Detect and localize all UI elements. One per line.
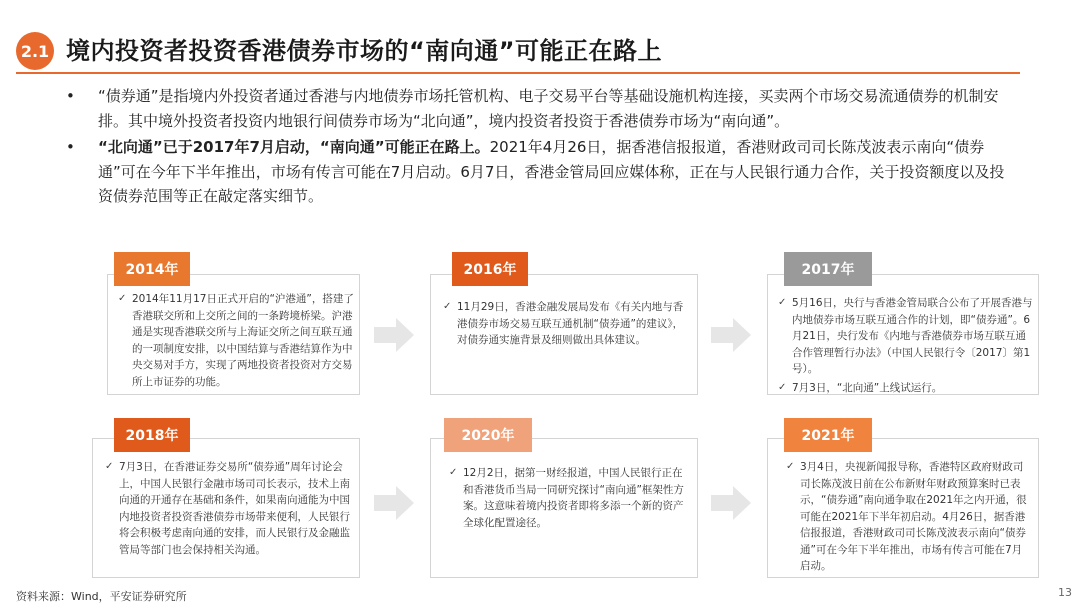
timeline-item — [443, 299, 693, 349]
timeline-item — [118, 291, 354, 390]
bullet-marker: • — [66, 87, 75, 105]
year-tag-2017: 2017年 — [784, 252, 872, 286]
section-number-badge: 2.1 — [16, 32, 54, 70]
item-text: 11月29日，香港金融发展局发布《有关内地与香港债券市场交易互联互通机制“债券通”的建议》，对债券通实施背景及细则做出具体建议。 — [457, 301, 684, 346]
bullet-marker: • — [66, 138, 75, 156]
year-tag-2021: 2021年 — [784, 418, 872, 452]
arrow-right-icon — [374, 318, 414, 352]
item-text: 7月3日，“北向通”上线试运行。 — [792, 381, 943, 394]
timeline-card-2016 — [430, 274, 698, 395]
arrow-right-icon — [711, 486, 751, 520]
check-icon: ✓ — [118, 293, 127, 304]
bullet-list — [66, 84, 1006, 211]
check-icon: ✓ — [778, 297, 787, 308]
title-divider — [16, 72, 1020, 74]
item-text: 12月2日，据第一财经报道，中国人民银行正在和香港货币当局一同研究探讨“南向通”框架性方案。这意味着境内投资者即将多添一个新的资产全球化配置途径。 — [463, 467, 684, 529]
bullet-text: “债券通”是指境内外投资者通过香港与内地债券市场托管机构、电子交易平台等基础设施机构连接，买卖两个市场交易流通债券的机制安排。其中境外投资者投资内地银行间债券市场为“北向通”，境内投资者投资于香港债券市场为“南向通”。 — [98, 87, 999, 130]
arrow-right-icon — [374, 486, 414, 520]
timeline-item — [778, 295, 1034, 378]
check-icon: ✓ — [786, 461, 795, 472]
page-title: 境内投资者投资香港债券市场的“南向通”可能正在路上 — [66, 37, 663, 65]
year-tag-2014: 2014年 — [114, 252, 190, 286]
check-icon: ✓ — [443, 301, 452, 312]
item-text: 3月4日，央视新闻报导称，香港特区政府财政司司长陈茂波日前在公布新财年财政预算案时已表示，“债券通”南向通争取在2021年之内开通，很可能在2021年下半年初启动。4月26日，据香港信报报道，香港财政司司长陈茂波表示南向“债券通”可在今年下半年推出，市场有传言可能在7月启动。 — [800, 461, 1027, 572]
year-tag-2020: 2020年 — [444, 418, 532, 452]
timeline-card-2021 — [767, 438, 1039, 578]
item-text: 7月3日，在香港证券交易所“债券通”周年讨论会上，中国人民银行金融市场司司长表示，技术上南向通的开通存在基础和条件，如果南向通能为中国内地投资者投资香港债券市场带来便利，人民银行将会积极考虑南向通的安排，而人民银行及金融监管局等部门也会保持相关沟通。 — [119, 461, 350, 556]
bullet-bold-lead: “北向通”已于2017年7月启动，“南向通”可能正在路上。 — [98, 138, 490, 156]
bullet-text: 2021年4月26日，据香港信报报道，香港财政司司长陈茂波表示南向“债券通”可在今年下半年推出，市场有传言可能在7月启动。6月7日，香港金管局回应媒体称，正在与人民银行通力合作，关于投资额度以及投资债券范围等正在敲定落实细节。 — [98, 138, 1005, 205]
timeline-item — [105, 459, 353, 558]
timeline-item — [786, 459, 1032, 575]
timeline-item — [778, 380, 1034, 397]
item-text: 2014年11月17日正式开启的“沪港通”，搭建了香港联交所和上交所之间的一条跨境桥梁。沪港通是实现香港联交所与上海证交所之间互联互通的一项制度安排，以中国结算与香港结算作为中央交易对手方，实现了两地投资者投资对方交易所上市证券的功能。 — [132, 293, 354, 388]
bullet-item-1 — [66, 84, 1006, 133]
check-icon: ✓ — [449, 467, 458, 478]
year-tag-2018: 2018年 — [114, 418, 190, 452]
item-text: 5月16日，央行与香港金管局联合公布了开展香港与内地债券市场互联互通合作的计划，即“债券通”。6月21日，央行发布《内地与香港债券市场互联互通合作管理暂行办法》（中国人民银行令〔2017〕第1号）。 — [792, 297, 1033, 375]
timeline-card-2018 — [92, 438, 360, 578]
page-number: 13 — [1058, 586, 1072, 599]
bullet-item-2 — [66, 135, 1006, 209]
year-tag-2016: 2016年 — [452, 252, 528, 286]
timeline-card-2020 — [430, 438, 698, 578]
timeline-item — [449, 465, 693, 531]
check-icon: ✓ — [778, 381, 787, 393]
check-icon: ✓ — [105, 461, 114, 472]
timeline-card-2017 — [767, 274, 1039, 395]
timeline-card-2014 — [107, 274, 360, 395]
source-note: 资料来源：Wind，平安证券研究所 — [16, 590, 187, 603]
arrow-right-icon — [711, 318, 751, 352]
